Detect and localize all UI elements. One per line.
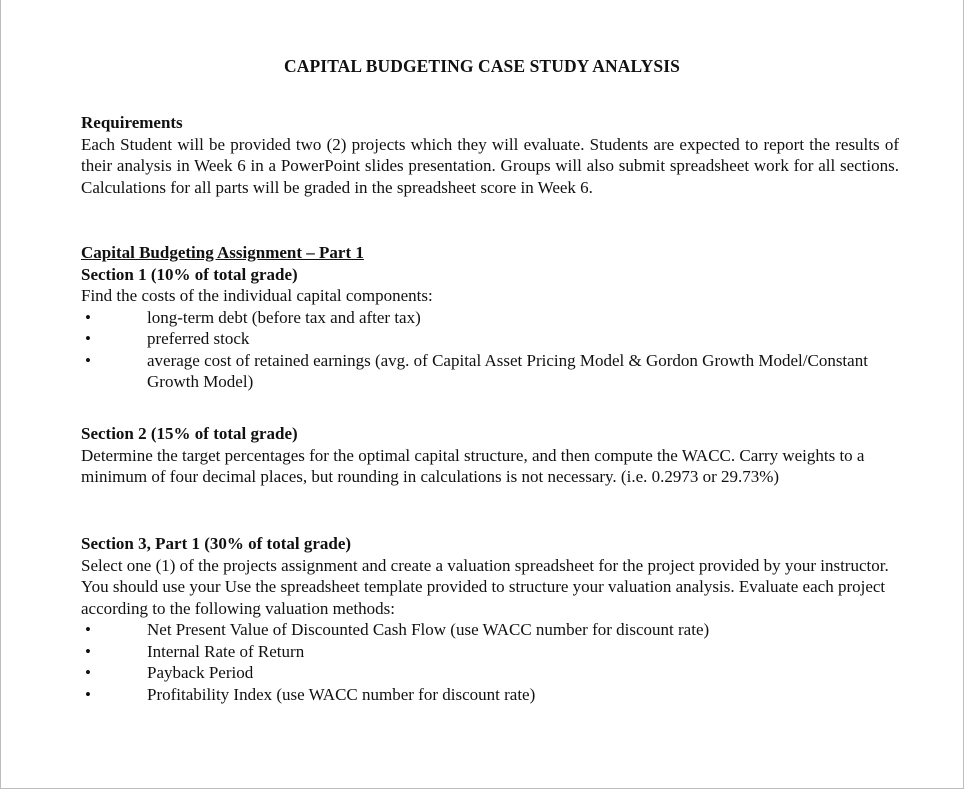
part1-heading: Capital Budgeting Assignment – Part 1	[81, 243, 364, 262]
bullet-icon: •	[85, 641, 91, 661]
list-item	[81, 662, 899, 684]
section2	[81, 423, 899, 488]
list-item-text: Profitability Index (use WACC number for discount rate)	[147, 684, 536, 704]
list-item-text: average cost of retained earnings (avg. of Capital Asset Pricing Model & Gordon Growth Model/Constant Growth Model)	[147, 350, 868, 391]
bullet-icon: •	[85, 620, 91, 639]
list-item-text: long-term debt (before tax and after tax)	[147, 307, 421, 327]
requirements-heading: Requirements	[81, 113, 183, 132]
bullet-icon: •	[85, 684, 91, 704]
document-title: CAPITAL BUDGETING CASE STUDY ANALYSIS	[284, 56, 680, 76]
section3-heading: Section 3, Part 1 (30% of total grade)	[81, 534, 352, 553]
section1-intro: Find the costs of the individual capital components:	[81, 286, 433, 305]
bullet-icon: •	[85, 307, 91, 327]
bullet-icon: •	[85, 663, 91, 682]
requirements-section	[81, 112, 899, 198]
section1-bullet-list	[81, 307, 899, 393]
list-item	[81, 641, 899, 663]
section3-body: Select one (1) of the projects assignment and create a valuation spreadsheet for the project provided by your instructor. You should use your Use the spreadsheet template provided to structure your valuation analysis. Evaluate each project according to the following valuation methods:	[81, 555, 889, 618]
list-item	[81, 619, 899, 641]
list-item-text: Internal Rate of Return	[147, 641, 305, 661]
section2-body: Determine the target percentages for the optimal capital structure, and then compute the WACC. Carry weights to a minimum of four decimal places, but rounding in calculations is not necessary. (i.e. 0.2973 or 29.73%)	[81, 445, 865, 486]
bullet-icon: •	[85, 350, 91, 370]
section3	[81, 533, 899, 705]
list-item	[81, 350, 899, 393]
list-item-text: preferred stock	[147, 329, 250, 348]
list-item	[81, 307, 899, 329]
part1-section	[81, 242, 899, 393]
section2-heading: Section 2 (15% of total grade)	[81, 424, 298, 443]
list-item-text: Net Present Value of Discounted Cash Flow (use WACC number for discount rate)	[147, 620, 710, 639]
list-item	[81, 684, 899, 706]
bullet-icon: •	[85, 329, 91, 348]
section1-heading: Section 1 (10% of total grade)	[81, 264, 298, 284]
list-item-text: Payback Period	[147, 663, 254, 682]
list-item	[81, 328, 899, 350]
section3-bullet-list	[81, 619, 899, 705]
requirements-body: Each Student will be provided two (2) projects which they will evaluate. Students are expected to report the results of their analysis in Week 6 in a PowerPoint slides presentation. Groups will also submit spreadsheet work for all sections. Calculations for all parts will be graded in the spreadsheet score in Week 6.	[81, 134, 899, 197]
